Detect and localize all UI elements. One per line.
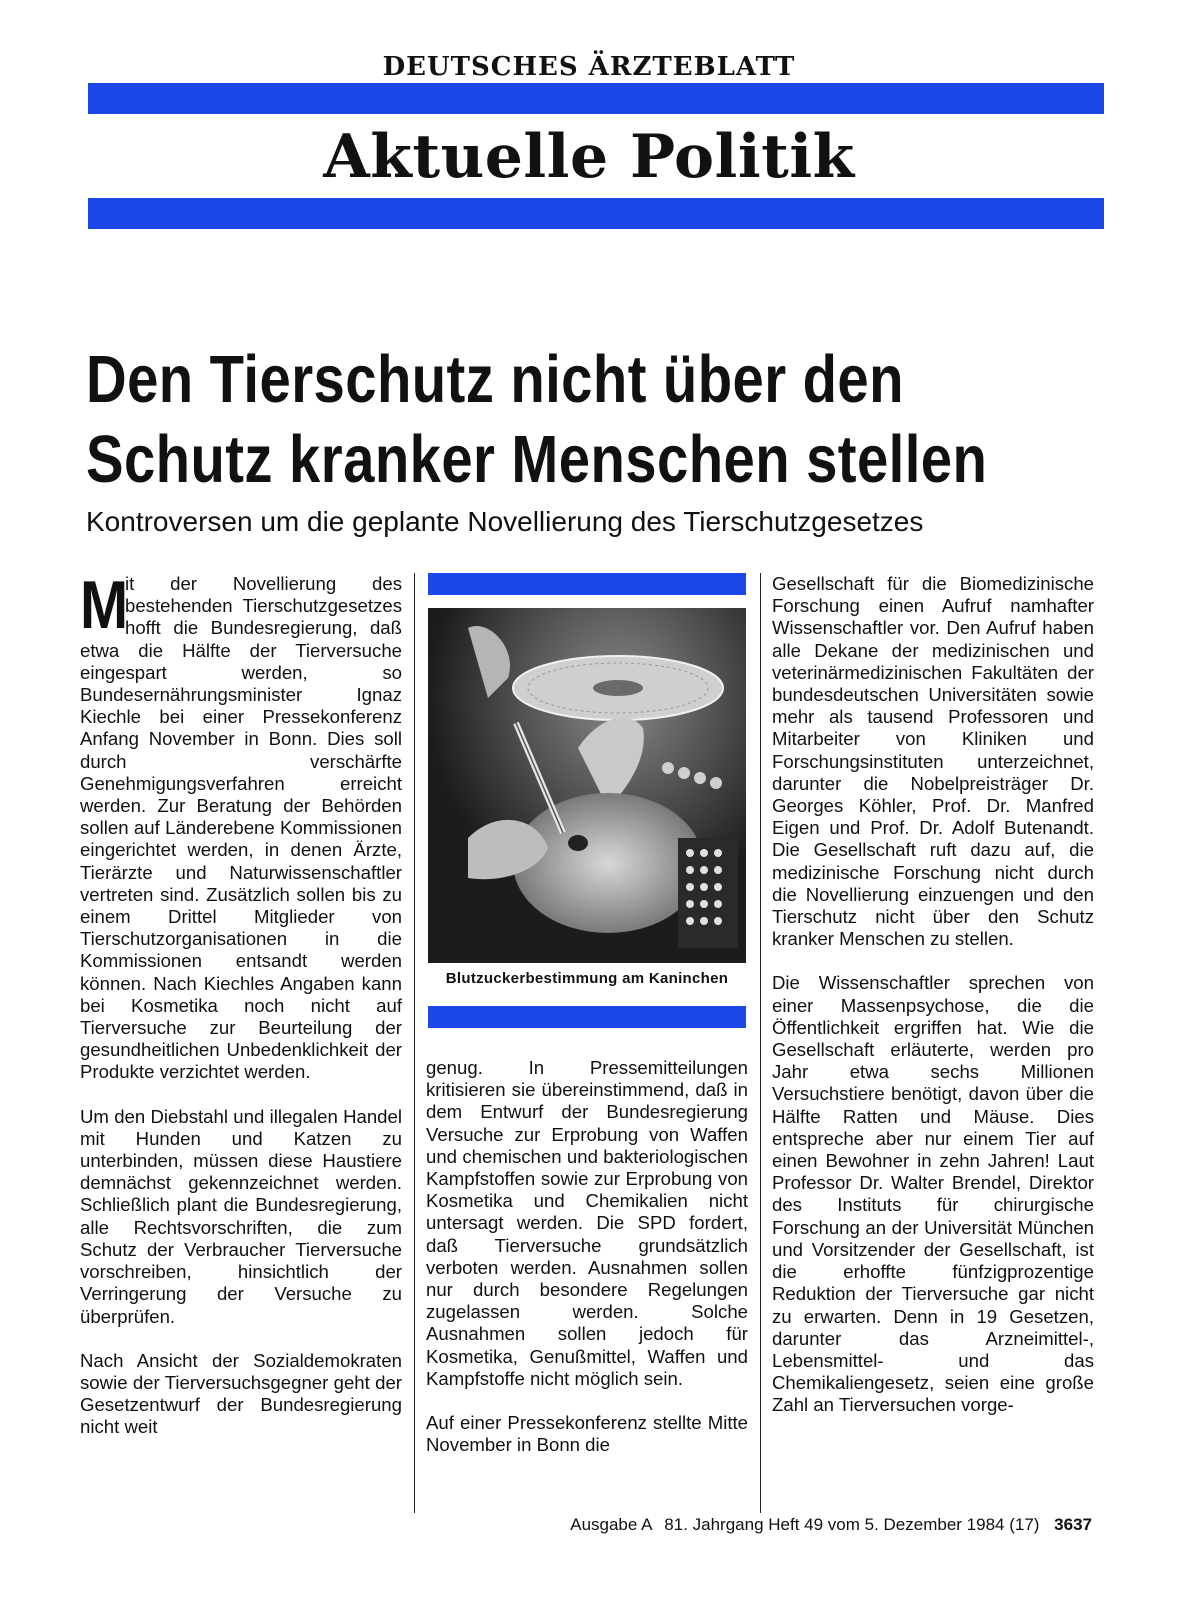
photo-caption: Blutzuckerbestimmung am Kaninchen (445, 970, 729, 987)
paragraph-text: it der Novellierung des bestehenden Tierschutzgesetzes hofft die Bundesregierung, daß etwa die Hälfte der Tierversuche eingespart werden, so Bundesernährungsminister Ignaz Kiechle bei einer Pressekonferenz Anfang November in Bonn. Dies soll durch verschärfte Genehmigungsverfahren erreicht werden. Zur Beratung der Behörden sollen auf Länderebene Kommissionen eingerichtet werden, in denen Ärzte, Tierärzte und Naturwissenschaftler vertreten sind. Zusätzlich sollen bis zu einem Drittel Mitglieder von Tierschutzorganisationen in die Kommissionen entsandt werden können. Nach Kiechles Angaben kann bei Kosmetika noch nicht auf Tierversuche zur Beurteilung der gesundheitlichen Unbedenklichkeit der Produkte verzichtet werden. (80, 573, 402, 1083)
headline (86, 340, 988, 500)
page-number: 3637 (1054, 1515, 1092, 1534)
footer-edition: Ausgabe A (570, 1515, 652, 1534)
article-column-1 (80, 573, 402, 1513)
column-rule-2 (760, 573, 761, 1513)
paragraph: Gesellschaft für die Biomedizinische Forschung einen Aufruf namhafter Wissenschaftler vor. Den Aufruf haben alle Dekane der medizinischen und veterinärmedizinischen Fakultäten der bundesdeutschen Universitäten sowie mehr als tausend Professoren und Mitarbeiter von Kliniken und Forschungsinstituten unterzeichnet, darunter die Nobelpreisträger Dr. Georges Köhler, Prof. Dr. Manfred Eigen und Prof. Dr. Adolf Butenandt. Die Gesellschaft ruft dazu auf, die medizinische Forschung nicht durch die Novellierung einzuengen und den Tierschutz nicht über den Schutz kranker Menschen zu stellen. (772, 573, 1094, 950)
article-column-2 (426, 1057, 748, 1517)
paragraph (80, 573, 402, 1084)
footer-issue: 81. Jahrgang Heft 49 vom 5. Dezember 1984 (17) (664, 1515, 1040, 1534)
paragraph: Die Wissenschaftler sprechen von einer Massenpsychose, die die Öffentlichkeit ergriffen hat. Wie die Gesellschaft erläuterte, werden pro Jahr etwa sechs Millionen Versuchstiere benötigt, davon über die Hälfte Ratten und Mäuse. Dies entspreche aber nur einem Tier auf einen Bewohner in zehn Jahren! Laut Professor Dr. Walter Brendel, Direktor des Instituts für chirurgische Forschung an der Universität München und Vorsitzender der Gesellschaft, ist die erhoffte fünfzigprozentige Reduktion der Tierversuche gar nicht zu erwarten. Denn in 19 Gesetzen, darunter das Arzneimittel-, Lebensmittel- und das Chemikaliengesetz, seien eine große Zahl an Tierversuchen vorge- (772, 972, 1094, 1416)
masthead: DEUTSCHES ÄRZTEBLATT (382, 52, 796, 82)
photo-bar-top (428, 573, 746, 595)
column-rule-1 (414, 573, 415, 1513)
paragraph: Auf einer Pressekonferenz stellte Mitte November in Bonn die (426, 1412, 748, 1456)
subheadline: Kontroversen um die geplante Novellierung des Tierschutzgesetzes (86, 506, 924, 537)
masthead-bar-top (88, 83, 1104, 114)
article-photo (428, 608, 746, 963)
paragraph: genug. In Pressemitteilungen kritisieren sie übereinstimmend, daß in dem Entwurf der Bundesregierung Versuche zur Erprobung von Waffen und chemischen und bakteriologischen Kampfstoffen sowie zur Erprobung von Kosmetika und Chemikalien nicht untersagt werden. Die SPD fordert, daß Tierversuche grundsätzlich verboten werden. Ausnahmen sollen nur durch besondere Regelungen zugelassen werden. Solche Ausnahmen sollen jedoch für Kosmetika, Genußmittel, Waffen und Kampfstoffe nicht möglich sein. (426, 1057, 748, 1389)
paragraph: Nach Ansicht der Sozialdemokraten sowie der Tierversuchsgegner geht der Gesetzentwurf der Bundesregierung nicht weit (80, 1349, 402, 1438)
section-title: Aktuelle Politik (323, 122, 855, 192)
drop-cap: M (80, 573, 129, 643)
article-column-3 (772, 573, 1094, 1513)
rabbit-lab-photo-image (428, 608, 746, 963)
paragraph: Um den Diebstahl und illegalen Handel mit Hunden und Katzen zu unterbinden, müssen diese Haustiere demnächst gekennzeichnet werden. Schließlich plant die Bundesregierung, alle Rechtsvorschriften, die zum Schutz der Verbraucher Tierversuche vorschreiben, hinsichtlich der Verringerung der Versuche zu überprüfen. (80, 1105, 402, 1327)
headline-line-2: Schutz kranker Menschen stellen (86, 422, 988, 497)
headline-line-1: Den Tierschutz nicht über den (86, 342, 904, 417)
photo-bar-bottom (428, 1006, 746, 1028)
page-footer (570, 1515, 1092, 1535)
masthead-bar-bottom (88, 198, 1104, 229)
